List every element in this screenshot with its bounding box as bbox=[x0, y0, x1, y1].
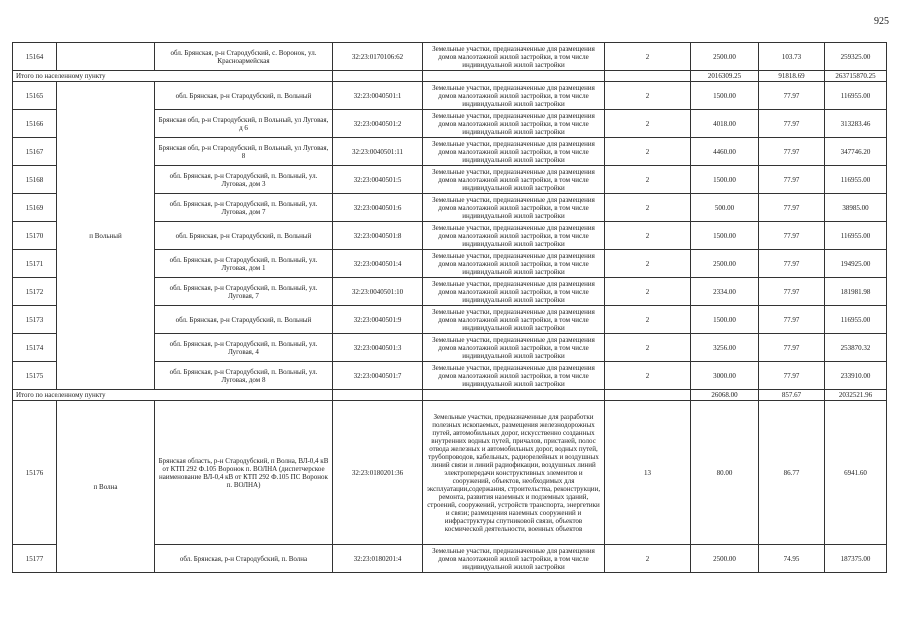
cadastral-number-cell: 32:23:0040501:6 bbox=[333, 194, 423, 222]
land-purpose-cell: Земельные участки, предназначенные для размещения домов малоэтажной жилой застройки, в том числе индивидуальной жилой застройки bbox=[423, 222, 605, 250]
cadastral-number-cell: 32:23:0040501:1 bbox=[333, 82, 423, 110]
cadastral-value-cell: 194925.00 bbox=[825, 250, 887, 278]
area-cell: 2500.00 bbox=[691, 545, 759, 573]
cadastral-value-cell: 38985.00 bbox=[825, 194, 887, 222]
specific-value-cell: 77.97 bbox=[759, 250, 825, 278]
empty-cell bbox=[605, 390, 691, 401]
address-cell: Брянская область, р-н Стародубский, п Волна, ВЛ-0,4 кВ от КТП 292 Ф.105 Воронок п. ВОЛНА (диспетчерское наименование ВЛ-0,4 кВ от КТП 292 Ф.105 ПС Воронок п. ВОЛНА) bbox=[155, 401, 333, 545]
area-cell: 1500.00 bbox=[691, 222, 759, 250]
specific-value-cell: 77.97 bbox=[759, 222, 825, 250]
cadastral-number-cell: 32:23:0040501:9 bbox=[333, 306, 423, 334]
specific-value-cell: 103.73 bbox=[759, 43, 825, 71]
row-number: 15176 bbox=[13, 401, 57, 545]
cadastral-value-cell: 116955.00 bbox=[825, 82, 887, 110]
cadastral-value-cell: 116955.00 bbox=[825, 306, 887, 334]
area-cell: 1500.00 bbox=[691, 306, 759, 334]
address-cell: обл. Брянская, р-н Стародубский, п. Вольный, ул. Луговая, дом 7 bbox=[155, 194, 333, 222]
area-cell: 2500.00 bbox=[691, 43, 759, 71]
address-cell: обл. Брянская, р-н Стародубский, п. Вольный, ул. Луговая, 7 bbox=[155, 278, 333, 306]
group-number-cell: 2 bbox=[605, 278, 691, 306]
group-number-cell: 13 bbox=[605, 401, 691, 545]
row-number: 15175 bbox=[13, 362, 57, 390]
group-number-cell: 2 bbox=[605, 166, 691, 194]
cadastral-number-cell: 32:23:0040501:8 bbox=[333, 222, 423, 250]
address-cell: обл. Брянская, р-н Стародубский, п. Волна bbox=[155, 545, 333, 573]
empty-cell bbox=[423, 71, 605, 82]
group-number-cell: 2 bbox=[605, 43, 691, 71]
area-cell: 4018.00 bbox=[691, 110, 759, 138]
address-cell: Брянская обл, р-н Стародубский, п Вольный, ул Луговая, д 6 bbox=[155, 110, 333, 138]
settlement-total-row bbox=[13, 71, 887, 82]
address-cell: обл. Брянская, р-н Стародубский, п. Вольный bbox=[155, 222, 333, 250]
group-number-cell: 2 bbox=[605, 545, 691, 573]
cadastral-number-cell: 32:23:0040501:7 bbox=[333, 362, 423, 390]
total-label: Итого по населенному пункту bbox=[13, 71, 333, 82]
empty-cell bbox=[333, 390, 423, 401]
area-cell: 4460.00 bbox=[691, 138, 759, 166]
cadastral-number-cell: 32:23:0040501:4 bbox=[333, 250, 423, 278]
address-cell: обл. Брянская, р-н Стародубский, п. Вольный bbox=[155, 306, 333, 334]
specific-value-cell: 77.97 bbox=[759, 110, 825, 138]
cadastral-number-cell: 32:23:0180201:36 bbox=[333, 401, 423, 545]
group-number-cell: 2 bbox=[605, 306, 691, 334]
settlement-name: п Вольный bbox=[57, 82, 155, 390]
cadastral-number-cell: 32:23:0040501:10 bbox=[333, 278, 423, 306]
specific-value-cell: 77.97 bbox=[759, 362, 825, 390]
cadastral-value-cell: 347746.20 bbox=[825, 138, 887, 166]
row-number: 15164 bbox=[13, 43, 57, 71]
area-cell: 2500.00 bbox=[691, 250, 759, 278]
land-purpose-cell: Земельные участки, предназначенные для размещения домов малоэтажной жилой застройки, в том числе индивидуальной жилой застройки bbox=[423, 362, 605, 390]
area-cell: 500.00 bbox=[691, 194, 759, 222]
empty-cell bbox=[333, 71, 423, 82]
land-purpose-cell: Земельные участки, предназначенные для размещения домов малоэтажной жилой застройки, в том числе индивидуальной жилой застройки bbox=[423, 166, 605, 194]
address-cell: Брянская обл, р-н Стародубский, п Вольный, ул Луговая, 8 bbox=[155, 138, 333, 166]
total-area-cell: 26068.00 bbox=[691, 390, 759, 401]
land-purpose-cell: Земельные участки, предназначенные для размещения домов малоэтажной жилой застройки, в том числе индивидуальной жилой застройки bbox=[423, 82, 605, 110]
cadastral-number-cell: 32:23:0180201:4 bbox=[333, 545, 423, 573]
total-label: Итого по населенному пункту bbox=[13, 390, 333, 401]
area-cell: 1500.00 bbox=[691, 82, 759, 110]
settlement-name bbox=[57, 43, 155, 71]
land-purpose-cell: Земельные участки, предназначенные для размещения домов малоэтажной жилой застройки, в том числе индивидуальной жилой застройки bbox=[423, 334, 605, 362]
address-cell: обл. Брянская, р-н Стародубский, п. Вольный, ул. Луговая, 4 bbox=[155, 334, 333, 362]
specific-value-cell: 77.97 bbox=[759, 194, 825, 222]
group-number-cell: 2 bbox=[605, 110, 691, 138]
address-cell: обл. Брянская, р-н Стародубский, п. Вольный, ул. Луговая, дом 8 bbox=[155, 362, 333, 390]
total-value-cell: 263715870.25 bbox=[825, 71, 887, 82]
table-body bbox=[13, 43, 887, 573]
group-number-cell: 2 bbox=[605, 334, 691, 362]
table-row bbox=[13, 82, 887, 110]
address-cell: обл. Брянская, р-н Стародубский, с. Воронок, ул. Красноармейская bbox=[155, 43, 333, 71]
area-cell: 1500.00 bbox=[691, 166, 759, 194]
row-number: 15177 bbox=[13, 545, 57, 573]
land-purpose-cell: Земельные участки, предназначенные для размещения домов малоэтажной жилой застройки, в том числе индивидуальной жилой застройки bbox=[423, 278, 605, 306]
settlement-name: п Волна bbox=[57, 401, 155, 573]
land-purpose-cell: Земельные участки, предназначенные для размещения домов малоэтажной жилой застройки, в том числе индивидуальной жилой застройки bbox=[423, 138, 605, 166]
row-number: 15170 bbox=[13, 222, 57, 250]
cadastral-value-cell: 233910.00 bbox=[825, 362, 887, 390]
cadastral-value-cell: 116955.00 bbox=[825, 222, 887, 250]
row-number: 15172 bbox=[13, 278, 57, 306]
settlement-total-row bbox=[13, 390, 887, 401]
total-specific-cell: 857.67 bbox=[759, 390, 825, 401]
total-area-cell: 2016309.25 bbox=[691, 71, 759, 82]
cadastral-value-cell: 313283.46 bbox=[825, 110, 887, 138]
row-number: 15174 bbox=[13, 334, 57, 362]
row-number: 15165 bbox=[13, 82, 57, 110]
group-number-cell: 2 bbox=[605, 138, 691, 166]
land-registry-table bbox=[12, 42, 887, 573]
cadastral-value-cell: 259325.00 bbox=[825, 43, 887, 71]
table-row bbox=[13, 43, 887, 71]
cadastral-value-cell: 187375.00 bbox=[825, 545, 887, 573]
table-row bbox=[13, 401, 887, 545]
land-purpose-cell: Земельные участки, предназначенные для размещения домов малоэтажной жилой застройки, в том числе индивидуальной жилой застройки bbox=[423, 545, 605, 573]
specific-value-cell: 77.97 bbox=[759, 334, 825, 362]
address-cell: обл. Брянская, р-н Стародубский, п. Вольный, ул. Луговая, дом 3 bbox=[155, 166, 333, 194]
land-purpose-cell: Земельные участки, предназначенные для размещения домов малоэтажной жилой застройки, в том числе индивидуальной жилой застройки bbox=[423, 43, 605, 71]
total-value-cell: 2032521.96 bbox=[825, 390, 887, 401]
row-number: 15173 bbox=[13, 306, 57, 334]
row-number: 15166 bbox=[13, 110, 57, 138]
group-number-cell: 2 bbox=[605, 362, 691, 390]
specific-value-cell: 77.97 bbox=[759, 166, 825, 194]
row-number: 15171 bbox=[13, 250, 57, 278]
cadastral-number-cell: 32:23:0040501:3 bbox=[333, 334, 423, 362]
group-number-cell: 2 bbox=[605, 222, 691, 250]
specific-value-cell: 77.97 bbox=[759, 138, 825, 166]
specific-value-cell: 86.77 bbox=[759, 401, 825, 545]
area-cell: 2334.00 bbox=[691, 278, 759, 306]
land-purpose-cell: Земельные участки, предназначенные для размещения домов малоэтажной жилой застройки, в том числе индивидуальной жилой застройки bbox=[423, 194, 605, 222]
area-cell: 3256.00 bbox=[691, 334, 759, 362]
page-number: 925 bbox=[874, 16, 889, 27]
cadastral-value-cell: 253870.32 bbox=[825, 334, 887, 362]
land-purpose-cell: Земельные участки, предназначенные для размещения домов малоэтажной жилой застройки, в том числе индивидуальной жилой застройки bbox=[423, 306, 605, 334]
row-number: 15167 bbox=[13, 138, 57, 166]
cadastral-number-cell: 32:23:0170106:62 bbox=[333, 43, 423, 71]
land-purpose-cell: Земельные участки, предназначенные для размещения домов малоэтажной жилой застройки, в том числе индивидуальной жилой застройки bbox=[423, 110, 605, 138]
group-number-cell: 2 bbox=[605, 82, 691, 110]
area-cell: 3000.00 bbox=[691, 362, 759, 390]
cadastral-number-cell: 32:23:0040501:5 bbox=[333, 166, 423, 194]
cadastral-value-cell: 181981.98 bbox=[825, 278, 887, 306]
total-specific-cell: 91818.69 bbox=[759, 71, 825, 82]
specific-value-cell: 77.97 bbox=[759, 278, 825, 306]
cadastral-number-cell: 32:23:0040501:2 bbox=[333, 110, 423, 138]
land-purpose-cell: Земельные участки, предназначенные для размещения домов малоэтажной жилой застройки, в том числе индивидуальной жилой застройки bbox=[423, 250, 605, 278]
cadastral-number-cell: 32:23:0040501:11 bbox=[333, 138, 423, 166]
specific-value-cell: 77.97 bbox=[759, 306, 825, 334]
empty-cell bbox=[605, 71, 691, 82]
address-cell: обл. Брянская, р-н Стародубский, п. Вольный, ул. Луговая, дом 1 bbox=[155, 250, 333, 278]
address-cell: обл. Брянская, р-н Стародубский, п. Вольный bbox=[155, 82, 333, 110]
land-purpose-cell: Земельные участки, предназначенные для разработки полезных ископаемых, размещения железнодорожных путей, автомобильных дорог, искусственно созданных внутренних водных путей, причалов, пристаней, полос отвода железных и автомобильных дорог, водных путей, трубопроводов, кабельных, радиорелейных и воздушных линий связи и линий радиофикации, воздушных линий электропередачи конструктивных элементов и сооружений, объектов, необходимых для эксплуатации,содержания, строительства, реконструкции, ремонта, развития наземных и подземных зданий, строений, сооружений, устройств транспорта, энергетики и связи; размещения наземных сооружений и инфраструктуры спутниковой связи, объектов космической деятельности, военных объектов bbox=[423, 401, 605, 545]
specific-value-cell: 77.97 bbox=[759, 82, 825, 110]
row-number: 15169 bbox=[13, 194, 57, 222]
cadastral-value-cell: 6941.60 bbox=[825, 401, 887, 545]
row-number: 15168 bbox=[13, 166, 57, 194]
group-number-cell: 2 bbox=[605, 250, 691, 278]
cadastral-value-cell: 116955.00 bbox=[825, 166, 887, 194]
empty-cell bbox=[423, 390, 605, 401]
specific-value-cell: 74.95 bbox=[759, 545, 825, 573]
group-number-cell: 2 bbox=[605, 194, 691, 222]
area-cell: 80.00 bbox=[691, 401, 759, 545]
